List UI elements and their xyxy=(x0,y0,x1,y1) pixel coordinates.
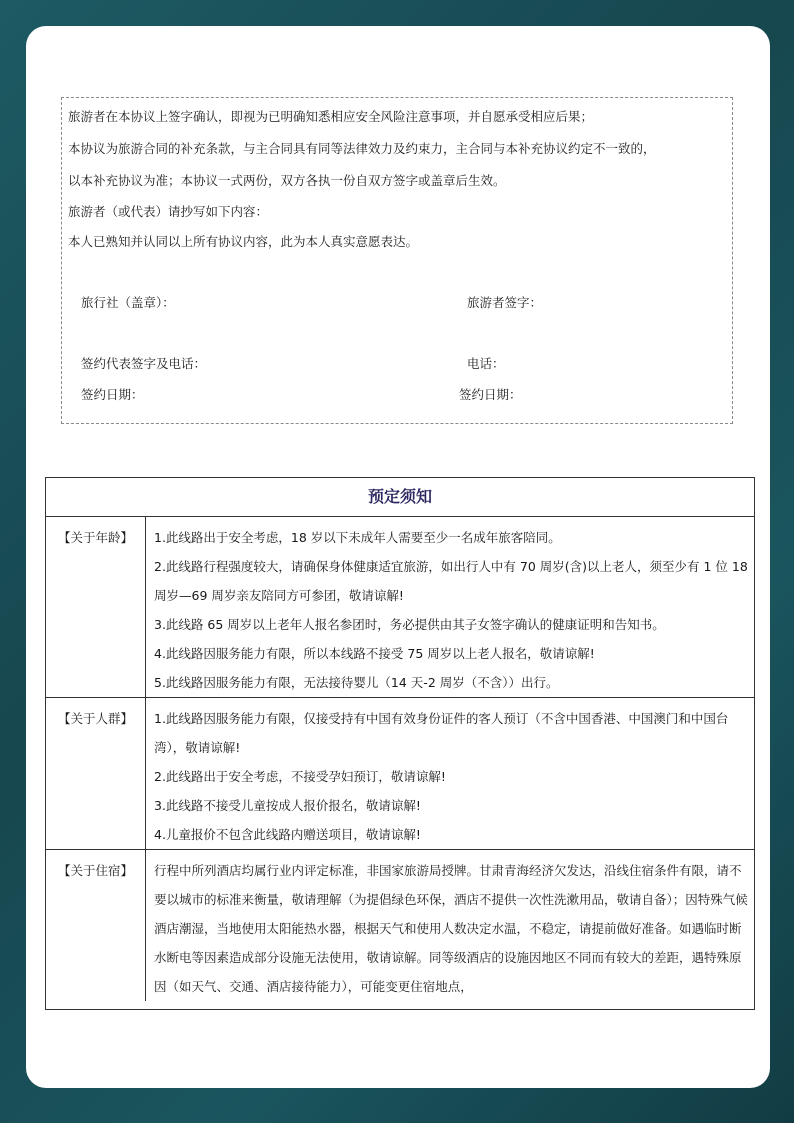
notice-item: 1.此线路因服务能力有限，仅接受持有中国有效身份证件的客人预订（不含中国香港、中国澳门和中国台湾），敬请谅解! xyxy=(154,711,729,755)
notice-item: 3.此线路不接受儿童按成人报价报名，敬请谅解! xyxy=(154,798,421,813)
notice-sections xyxy=(46,517,754,1001)
notice-item: 2.此线路行程强度较大，请确保身体健康适宜旅游，如出行人中有 70 周岁(含)以上老人，须至少有 1 位 18 周岁—69 周岁亲友陪同方可参团，敬请谅解! xyxy=(154,559,748,603)
section-items xyxy=(146,698,755,850)
agreement-line: 旅游者（或代表）请抄写如下内容： xyxy=(68,204,269,219)
notice-item: 4.此线路因服务能力有限，所以本线路不接受 75 周岁以上老人报名，敬请谅解! xyxy=(154,646,595,661)
agreement-box xyxy=(61,97,733,424)
section-items xyxy=(146,850,755,1002)
agreement-line: 以本补充协议为准；本协议一式两份，双方各执一份自双方签字或盖章后生效。 xyxy=(68,173,506,188)
notice-item: 1.此线路出于安全考虑，18 岁以下未成年人需要至少一名成年旅客陪同。 xyxy=(154,530,561,545)
section-row-age xyxy=(46,517,754,698)
notice-item: 2.此线路出于安全考虑，不接受孕妇预订，敬请谅解! xyxy=(154,769,446,784)
notice-item: 行程中所列酒店均属行业内评定标准，非国家旅游局授牌。甘肃青海经济欠发达，沿线住宿条件有限，请不要以城市的标准来衡量，敬请理解（为提倡绿色环保，酒店不提供一次性洗漱用品，敬请自备）；因特殊气候酒店潮湿，当地使用太阳能热水器，根据天气和使用人数决定水温，不稳定，请提前做好准备。如遇临时断水断电等因素造成部分设施无法使用，敬请谅解。同等级酒店的设施因地区不同而有较大的差距，遇特殊原因（如天气、交通、酒店接待能力），可能变更住宿地点， xyxy=(154,863,748,994)
section-category: 【关于人群】 xyxy=(46,698,146,850)
notice-item: 3.此线路 65 周岁以上老年人报名参团时，务必提供由其子女签字确认的健康证明和告知书。 xyxy=(154,617,665,632)
section-items xyxy=(146,517,755,698)
notice-item: 4.儿童报价不包含此线路内赠送项目，敬请谅解! xyxy=(154,827,421,842)
section-category: 【关于住宿】 xyxy=(46,850,146,1002)
rep-signature-phone-label: 签约代表签字及电话： xyxy=(81,356,207,371)
phone-label: 电话： xyxy=(467,356,505,371)
notice-title: 预定须知 xyxy=(46,478,754,517)
travel-agency-seal-label: 旅行社（盖章）： xyxy=(81,295,175,310)
sign-date-right-label: 签约日期： xyxy=(459,387,522,402)
booking-notice-table xyxy=(45,477,755,1010)
agreement-line: 本人已熟知并认同以上所有协议内容，此为本人真实意愿表达。 xyxy=(68,234,419,249)
tourist-signature-label: 旅游者签字： xyxy=(467,295,543,310)
agreement-line: 旅游者在本协议上签字确认，即视为已明确知悉相应安全风险注意事项，并自愿承受相应后果； xyxy=(68,109,594,124)
agreement-line: 本协议为旅游合同的补充条款，与主合同具有同等法律效力及约束力，主合同与本补充协议约定不一致的， xyxy=(68,141,656,156)
sign-date-left-label: 签约日期： xyxy=(81,387,144,402)
section-row-accommodation xyxy=(46,850,754,1002)
section-category: 【关于年龄】 xyxy=(46,517,146,698)
section-row-groups xyxy=(46,698,754,850)
notice-item: 5.此线路因服务能力有限，无法接待婴儿（14 天-2 周岁（不含））出行。 xyxy=(154,675,559,690)
